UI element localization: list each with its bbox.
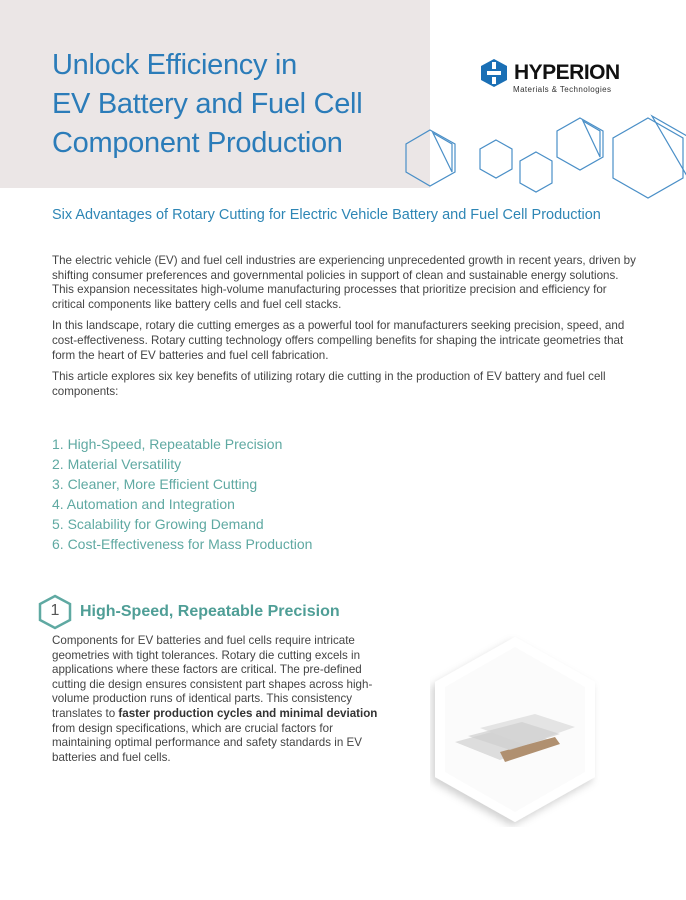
title-line: Unlock Efficiency in [52, 49, 297, 81]
battery-cells-image [430, 632, 600, 827]
text: from design specifications, which are crucial factors for maintaining optimal performance and safety standards in EV batteries and fuel cells. [52, 721, 362, 764]
section-1-text [52, 634, 387, 765]
page-title [52, 46, 362, 163]
intro-paragraph: This article explores six key benefits of utilizing rotary die cutting in the production of EV battery and fuel cell components: [52, 370, 606, 398]
section-number: 1 [50, 602, 60, 619]
list-item: 5. Scalability for Growing Demand [52, 516, 264, 532]
text: Components for EV batteries and fuel cells require intricate geometries with tight tolerances. Rotary die cutting excels in applications where these factors are critical. The pre-defined cutting die design ensures consistent part shapes across high-volume production runs of identical parts. This consistency translates to [52, 634, 373, 720]
intro-paragraph: The electric vehicle (EV) and fuel cell industries are experiencing unprecedented growth in recent years, driven by shifting consumer preferences and governmental policies in support of clean and sustainable energy solutions. This expansion necessitates high-volume manufacturing processes that prioritize precision and efficiency for critical components like battery cells and fuel cell stacks. [52, 254, 636, 311]
logo-tagline: Materials & Technologies [513, 85, 612, 94]
decorative-hexagons-icon [400, 110, 686, 200]
intro-text [52, 254, 637, 406]
intro-paragraph: In this landscape, rotary die cutting emerges as a powerful tool for manufacturers seeking precision, speed, and cost-effectiveness. Rotary cutting technology offers compelling benefits for shaping the intricate geometries that form the heart of EV batteries and fuel cell fabrication. [52, 319, 625, 362]
bold-text: faster production cycles and minimal deviation [118, 706, 378, 720]
list-item: 6. Cost-Effectiveness for Mass Production [52, 536, 313, 552]
list-item: 4. Automation and Integration [52, 496, 235, 512]
section-number-badge [38, 594, 72, 630]
logo-name: HYPERION [514, 61, 620, 84]
section-1-heading [38, 594, 340, 630]
title-line: EV Battery and Fuel Cell [52, 88, 363, 120]
title-line: Component Production [52, 127, 343, 159]
list-item: 2. Material Versatility [52, 456, 182, 472]
hyperion-hex-icon [480, 58, 508, 88]
list-item: 1. High-Speed, Repeatable Precision [52, 436, 283, 452]
section-title: High-Speed, Repeatable Precision [80, 603, 340, 620]
hyperion-logo [480, 58, 620, 88]
advantages-list [52, 434, 312, 554]
subtitle: Six Advantages of Rotary Cutting for Electric Vehicle Battery and Fuel Cell Production [52, 207, 601, 223]
list-item: 3. Cleaner, More Efficient Cutting [52, 476, 258, 492]
